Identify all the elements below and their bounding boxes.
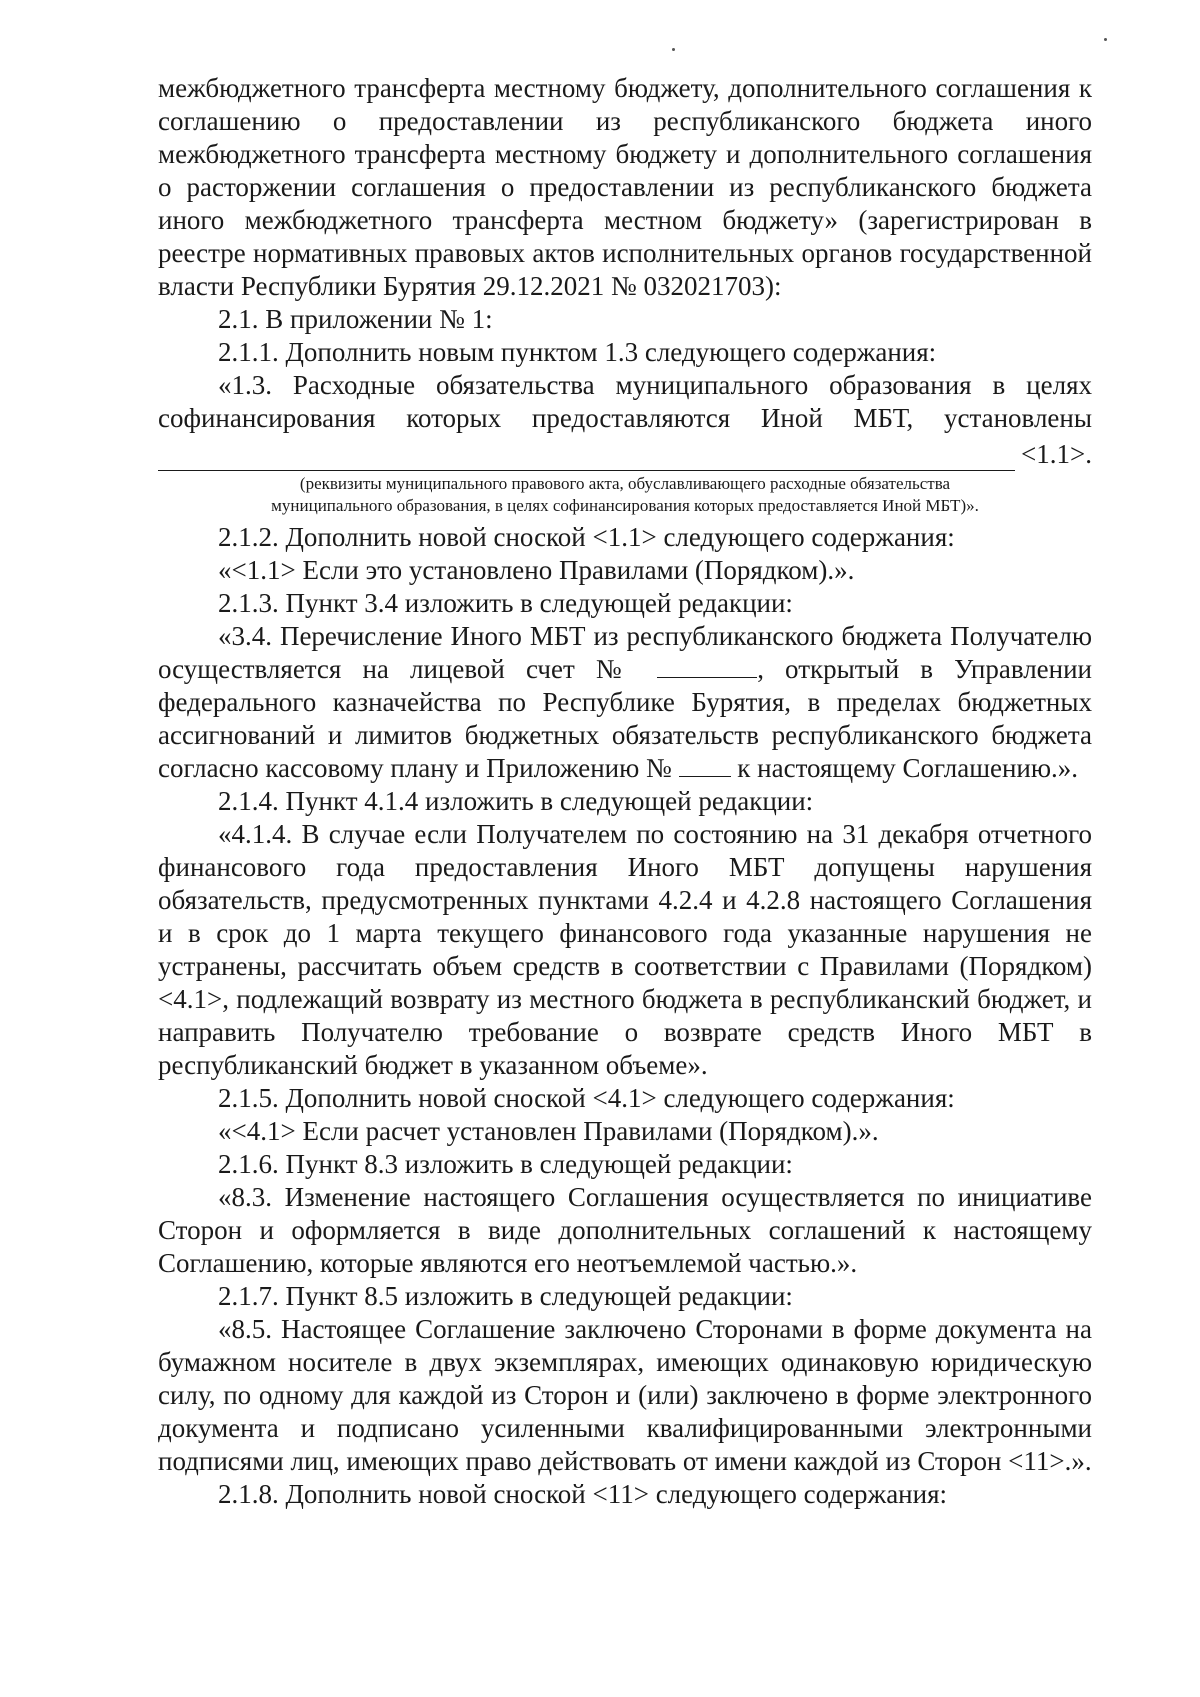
- scan-speck: [1104, 38, 1107, 41]
- clause-3-4-part-1: «3.4. Перечисление Иного МБТ из республиканского бюджета Получателю осуществляется на лицевой счет №: [158, 621, 1092, 684]
- note-line-1: (реквизиты муниципального правового акта, обуславливающего расходные обязательства: [299, 474, 951, 493]
- item-2-1-5: 2.1.5. Дополнить новой сноской <4.1> следующего содержания:: [218, 1083, 955, 1113]
- item-2-1-7: 2.1.7. Пункт 8.5 изложить в следующей редакции:: [218, 1281, 793, 1311]
- document-body: [158, 72, 1092, 1511]
- clause-1-3: «1.3. Расходные обязательства муниципального образования в целях софинансирования которых предоставляются Иной МБТ, установлены: [158, 370, 1092, 433]
- item-2-1-1: 2.1.1. Дополнить новым пунктом 1.3 следующего содержания:: [218, 337, 937, 367]
- appendix-number-blank: [679, 756, 731, 777]
- item-2-1: 2.1. В приложении № 1:: [218, 304, 493, 334]
- fill-in-rule: [158, 448, 1015, 471]
- item-2-1-3: 2.1.3. Пункт 3.4 изложить в следующей редакции:: [218, 588, 793, 618]
- clause-3-4: [158, 620, 1092, 785]
- clause-8-5: «8.5. Настоящее Соглашение заключено Сторонами в форме документа на бумажном носителе в двух экземплярах, имеющих одинаковую юридическую силу, по одному для каждой из Сторон и (или) заключено в форме электронного документа и подписано усиленными квалифицированными электронными подписями лиц, имеющих право действовать от имени каждой из Сторон <11>.».: [158, 1314, 1092, 1476]
- clause-1-3-note: [158, 473, 1092, 517]
- continuation-paragraph: межбюджетного трансферта местному бюджету, дополнительного соглашения к соглашению о предоставлении из республиканского бюджета иного межбюджетного трансферта местному бюджету и дополнительного соглашения о расторжении соглашения о предоставлении из республиканского бюджета иного межбюджетного трансферта местном бюджету» (зарегистрирован в реестре нормативных правовых актов исполнительных органов государственной власти Республики Бурятия 29.12.2021 № 032021703):: [158, 73, 1092, 301]
- item-2-1-6: 2.1.6. Пункт 8.3 изложить в следующей редакции:: [218, 1149, 793, 1179]
- footnote-1-1: «<1.1> Если это установлено Правилами (Порядком).».: [218, 555, 855, 585]
- clause-8-3: «8.3. Изменение настоящего Соглашения осуществляется по инициативе Сторон и оформляется в виде дополнительных соглашений к настоящему Соглашению, которые являются его неотъемлемой частью.».: [158, 1182, 1092, 1278]
- account-number-blank: [657, 657, 757, 678]
- clause-4-1-4: «4.1.4. В случае если Получателем по состоянию на 31 декабря отчетного финансового года предоставления Иного МБТ допущены нарушения обязательств, предусмотренных пунктами 4.2.4 и 4.2.8 настоящего Соглашения и в срок до 1 марта текущего финансового года указанные нарушения не устранены, рассчитать объем средств в соответствии с Правилами (Порядком) <4.1>, подлежащий возврату из местного бюджета в республиканский бюджет, и направить Получателю требование о возврате средств Иного МБТ в республиканский бюджет в указанном объеме».: [158, 819, 1092, 1080]
- item-2-1-4: 2.1.4. Пункт 4.1.4 изложить в следующей редакции:: [218, 786, 814, 816]
- footnote-ref-1-1: <1.1>.: [1021, 439, 1092, 469]
- clause-3-4-part-2: , открытый в Управлении федерального казначейства по Республике Бурятия, в пределах бюджетных ассигнований и лимитов бюджетных обязательств республиканского бюджета согласно кассовому плану и Приложению №: [158, 654, 1093, 783]
- scan-speck: [672, 48, 675, 51]
- clause-3-4-part-3: к настоящему Соглашению.».: [737, 753, 1079, 783]
- item-2-1-8: 2.1.8. Дополнить новой сноской <11> следующего содержания:: [218, 1479, 947, 1509]
- note-line-2: муниципального образования, в целях софинансирования которых предоставляется Иной МБТ)».: [271, 496, 979, 515]
- clause-1-3-blank: [158, 435, 1092, 471]
- item-2-1-2: 2.1.2. Дополнить новой сноской <1.1> следующего содержания:: [218, 522, 955, 552]
- footnote-4-1: «<4.1> Если расчет установлен Правилами (Порядком).».: [218, 1116, 879, 1146]
